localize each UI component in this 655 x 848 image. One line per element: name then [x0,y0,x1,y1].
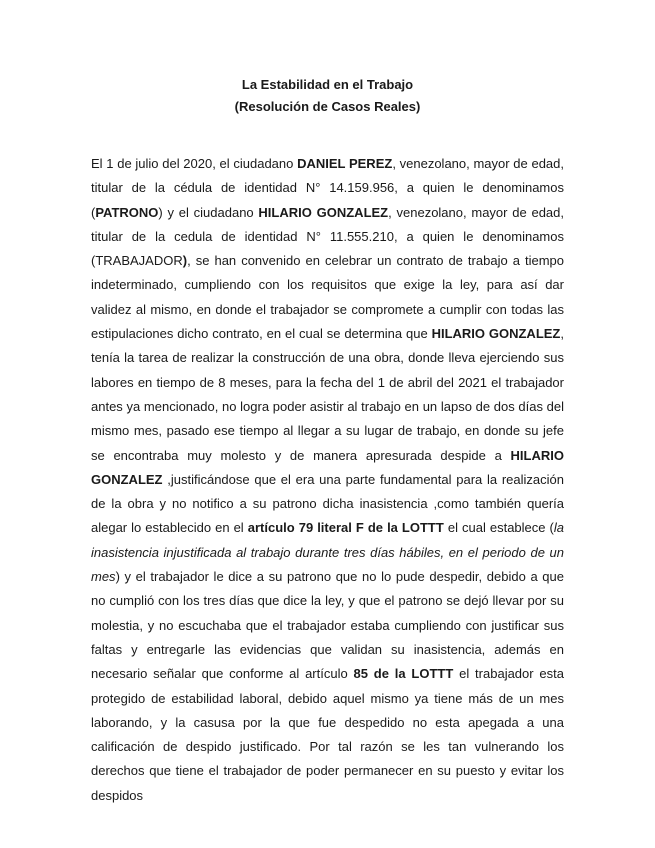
text-run: , venezolano, mayor de edad, titular de la cedula de identidad N° 11.555.210, a quien le denominamos (TRABAJADOR [91,204,565,269]
law-article-85: 85 de la LOTTT [353,666,454,682]
law-quote: la inasistencia injustificada al trabajo durante tres días hábiles, en el periodo de un mes [91,520,564,585]
name-trabajador: HILARIO GONZALEZ [91,447,564,487]
text-run: , venezolano, mayor de edad, titular de la cédula de identidad N° 14.159.956, a quien le denominamos ( [91,156,565,220]
law-article-79: artículo 79 literal F de la LOTTT [247,520,444,536]
name-trabajador: HILARIO GONZALEZ [431,326,561,342]
document-title: La Estabilidad en el Trabajo [241,77,414,92]
name-patrono: DANIEL PEREZ [297,156,393,171]
text-run: El 1 de julio del 2020, el ciudadano [91,156,298,171]
text-run: el trabajador esta protegido de estabilidad laboral, debido aquel mismo ya tiene más de un mes laborando, y la casusa por la que fue despedido no esta apegada a una calificación de despido justificado. Por tal razón se les tan vulnerando los derechos que tiene el trabajador de poder permanecer en su puesto y evitar los despidos [91,666,564,803]
document-subtitle: (Resolución de Casos Reales) [234,99,421,114]
text-run: , tenía la tarea de realizar la construcción de una obra, donde lleva ejerciendo sus labores en tiempo de 8 meses, para la fecha del 1 de abril del 2021 el trabajador antes ya mencionado, no logra poder asistir al trabajo en un lapso de dos días del mismo mes, pasado ese tiempo al llegar a su lugar de trabajo, en donde su jefe se encontraba muy molesto y de manera apresurada despide a [91,326,564,463]
role-patrono: PATRONO [95,204,159,220]
text-run: ) y el trabajador le dice a su patrono que no lo pude despedir, debido a que no cumplió con los tres días que dice la ley, y que el patrono se dejó llevar por su molestia, y no escuchaba que el trabajador estaba cumpliendo con justificar sus faltas y entregarle las evidencias que validan su inasistencia, además en necesario señalar que conforme al artículo [91,569,564,682]
name-trabajador: HILARIO GONZALEZ [258,204,389,220]
body-paragraph [91,152,564,808]
bold-paren: ) [182,253,188,269]
text-run: ,justificándose que el era una parte fundamental para la realización de la obra y no notifico a su patrono dicha inasistencia ,como también quería alegar lo establecido en el [91,471,564,536]
text-run: ) y el ciudadano [158,204,259,220]
text-run: , se han convenido en celebrar un contrato de trabajo a tiempo indeterminado, cumpliendo con los requisitos que exige la ley, para así dar validez al mismo, en donde el trabajador se compromete a cumplir con todas las estipulaciones dicho contrato, en el cual se determina que [91,253,564,342]
text-run: el cual establece ( [443,520,554,536]
